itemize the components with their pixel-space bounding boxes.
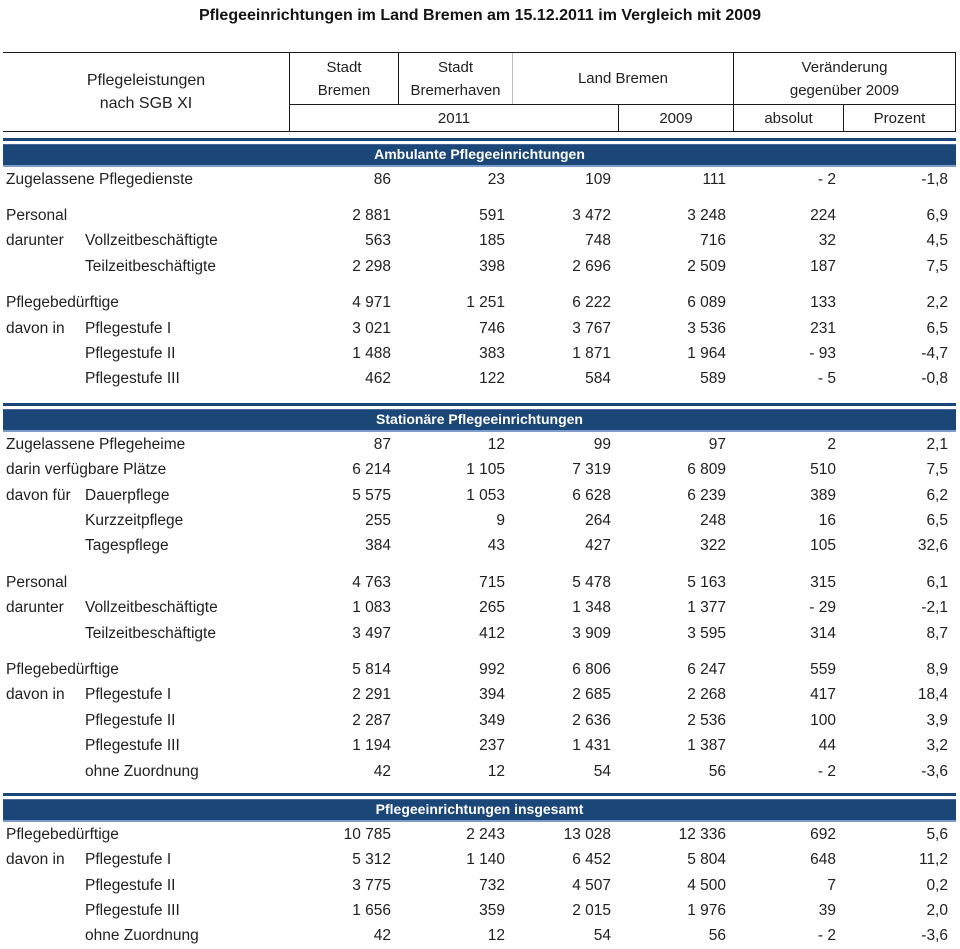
row-label-cell	[0, 851, 290, 869]
cell-value: 389	[810, 486, 836, 504]
cell-value: 394	[479, 686, 505, 704]
table-row	[0, 534, 960, 559]
header-stadt-bremen-line1: Stadt	[326, 58, 362, 76]
cell-value: 5 575	[352, 486, 391, 504]
cell-value: -4,7	[921, 345, 948, 363]
row-label: Pflegestufe I	[85, 686, 172, 704]
row-label: ohne Zuordnung	[85, 927, 199, 945]
row-label-cell	[0, 461, 290, 479]
cell-value: 1 251	[466, 294, 505, 312]
cell-value: 748	[585, 232, 611, 250]
cell-value: 3 497	[352, 624, 391, 642]
row-label-cell	[0, 877, 290, 895]
cell-value: 3 909	[572, 624, 611, 642]
cell-value: 6 806	[572, 660, 611, 678]
row-label: Pflegestufe III	[85, 737, 180, 755]
cell-value: 16	[818, 511, 836, 529]
row-label: ohne Zuordnung	[85, 762, 199, 780]
cell-value: 6 089	[687, 294, 726, 312]
row-label: Pflegestufe I	[85, 851, 172, 869]
table-row	[0, 483, 960, 508]
section-header-band: Ambulante Pflegeeinrichtungen	[3, 144, 956, 167]
cell-value: 2 015	[572, 902, 611, 920]
header-cell-stadt-bremen	[290, 53, 398, 104]
header-cell-2011	[290, 104, 618, 131]
table-row	[0, 508, 960, 533]
cell-value: 111	[702, 170, 726, 188]
table-section	[0, 403, 960, 784]
header-stadt-bremen-line2: Bremen	[317, 81, 371, 99]
cell-value: 255	[365, 511, 391, 529]
row-label: Pflegestufe II	[85, 876, 176, 894]
cell-value: 12	[487, 927, 505, 945]
cell-value: 6,1	[926, 573, 948, 591]
header-cell-pflegeleistungen	[3, 53, 290, 131]
cell-value: 349	[479, 711, 505, 729]
table-section	[0, 793, 960, 949]
cell-value: 105	[810, 537, 836, 555]
cell-value: 1 194	[352, 737, 391, 755]
header-absolut-label: absolut	[764, 109, 813, 127]
cell-value: 2,1	[926, 435, 948, 453]
row-label-cell	[0, 258, 290, 276]
row-label-cell	[0, 487, 290, 505]
cell-value: 1 387	[687, 737, 726, 755]
cell-value: 224	[810, 207, 836, 225]
cell-value: 692	[810, 825, 836, 843]
cell-value: 1 348	[572, 599, 611, 617]
cell-value: 265	[479, 599, 505, 617]
row-prefix: davon in	[6, 686, 65, 704]
cell-value: 4 507	[572, 876, 611, 894]
cell-value: - 2	[817, 927, 836, 945]
table-section	[0, 138, 960, 392]
row-prefix: darunter	[6, 232, 64, 250]
cell-value: 3,9	[926, 711, 948, 729]
cell-value: 2,0	[926, 902, 948, 920]
cell-value: 18,4	[917, 686, 948, 704]
cell-value: 86	[373, 170, 391, 188]
row-group-gap	[0, 559, 960, 570]
row-label: Pflegestufe III	[85, 370, 180, 388]
cell-value: 6 809	[687, 461, 726, 479]
cell-value: 248	[700, 511, 726, 529]
header-cell-absolut	[733, 104, 843, 131]
cell-value: -2,1	[921, 599, 948, 617]
cell-value: 412	[479, 624, 505, 642]
cell-value: 100	[810, 711, 836, 729]
cell-value: 0,2	[926, 876, 948, 894]
row-label-cell	[0, 171, 290, 189]
cell-value: 715	[479, 573, 505, 591]
cell-value: 1 964	[687, 345, 726, 363]
cell-value: - 2	[817, 762, 836, 780]
cell-value: 3 595	[687, 624, 726, 642]
row-label: Pflegestufe II	[85, 711, 176, 729]
cell-value: 746	[479, 319, 505, 337]
cell-value: 23	[487, 170, 505, 188]
row-label: Pflegestufe II	[85, 345, 176, 363]
cell-value: 54	[593, 927, 611, 945]
cell-value: 6 628	[572, 486, 611, 504]
row-label-cell	[0, 345, 290, 363]
cell-value: 1 656	[352, 902, 391, 920]
row-label-cell	[0, 294, 290, 312]
cell-value: 2 298	[352, 257, 391, 275]
row-label: Personal	[6, 207, 68, 225]
header-stadt-bremerhaven-line1: Stadt	[437, 58, 474, 76]
cell-value: 1 488	[352, 345, 391, 363]
row-label-cell	[0, 436, 290, 454]
cell-value: 383	[479, 345, 505, 363]
cell-value: 591	[479, 207, 505, 225]
cell-value: -3,6	[921, 762, 948, 780]
table-row	[0, 341, 960, 366]
row-label: Tagespflege	[85, 537, 169, 555]
row-label-cell	[0, 763, 290, 781]
row-label-cell	[0, 625, 290, 643]
row-prefix: davon in	[6, 851, 65, 869]
header-stadt-bremerhaven-line2: Bremerhaven	[410, 81, 501, 99]
cell-value: 1 431	[572, 737, 611, 755]
cell-value: 6 239	[687, 486, 726, 504]
cell-value: 589	[700, 370, 726, 388]
row-label-cell	[0, 902, 290, 920]
table-row	[0, 167, 960, 192]
header-cell-stadt-bremerhaven	[398, 53, 512, 104]
cell-value: 42	[373, 762, 391, 780]
row-group-gap	[0, 192, 960, 203]
header-prozent-label: Prozent	[873, 109, 926, 127]
table-row	[0, 683, 960, 708]
row-label-cell	[0, 512, 290, 530]
cell-value: 427	[585, 537, 611, 555]
cell-value: 417	[810, 686, 836, 704]
table-row	[0, 203, 960, 228]
cell-value: 7,5	[926, 257, 948, 275]
cell-value: 1 105	[466, 461, 505, 479]
row-group-gap	[0, 646, 960, 657]
cell-value: - 93	[809, 345, 836, 363]
cell-value: 12 336	[678, 825, 726, 843]
section-header-band: Pflegeeinrichtungen insgesamt	[3, 799, 956, 822]
row-prefix: darunter	[6, 599, 64, 617]
cell-value: 87	[373, 435, 391, 453]
cell-value: 42	[373, 927, 391, 945]
cell-value: 2 536	[687, 711, 726, 729]
cell-value: -3,6	[921, 927, 948, 945]
cell-value: 559	[810, 660, 836, 678]
cell-value: 32	[818, 232, 836, 250]
cell-value: 1 871	[572, 345, 611, 363]
cell-value: 237	[479, 737, 505, 755]
cell-value: 6 452	[572, 851, 611, 869]
row-label: Pflegebedürftige	[6, 660, 119, 678]
cell-value: 1 083	[352, 599, 391, 617]
cell-value: 231	[810, 319, 836, 337]
header-label-line2: nach SGB XI	[99, 95, 193, 112]
header-cell-land-bremen	[512, 53, 733, 104]
cell-value: 3 775	[352, 876, 391, 894]
table-row	[0, 759, 960, 784]
cell-value: 322	[700, 537, 726, 555]
row-label: Pflegebedürftige	[6, 294, 119, 312]
row-prefix: davon für	[6, 486, 71, 504]
row-label-cell	[0, 661, 290, 679]
cell-value: 9	[496, 511, 505, 529]
cell-value: 6,2	[926, 486, 948, 504]
cell-value: 6 247	[687, 660, 726, 678]
cell-value: 2	[827, 435, 836, 453]
row-label: Zugelassene Pflegedienste	[6, 170, 193, 188]
cell-value: 992	[479, 660, 505, 678]
row-label-cell	[0, 232, 290, 250]
cell-value: 4 500	[687, 876, 726, 894]
cell-value: 3 536	[687, 319, 726, 337]
row-label-cell	[0, 207, 290, 225]
cell-value: 56	[708, 927, 726, 945]
section-divider-rule	[3, 793, 956, 796]
cell-value: 133	[810, 294, 836, 312]
row-label: Pflegestufe III	[85, 902, 180, 920]
cell-value: 359	[479, 902, 505, 920]
table-header	[3, 52, 956, 132]
cell-value: 5 478	[572, 573, 611, 591]
cell-value: 4 971	[352, 294, 391, 312]
section-divider-rule	[3, 138, 956, 141]
cell-value: 3 767	[572, 319, 611, 337]
cell-value: 13 028	[563, 825, 611, 843]
cell-value: 2 636	[572, 711, 611, 729]
table-row	[0, 657, 960, 682]
cell-value: 5 804	[687, 851, 726, 869]
row-group-gap	[0, 280, 960, 291]
cell-value: 2 243	[466, 825, 505, 843]
cell-value: 2 881	[352, 207, 391, 225]
row-label-cell	[0, 599, 290, 617]
header-cell-2009	[618, 104, 733, 131]
cell-value: 4,5	[926, 232, 948, 250]
table-row	[0, 873, 960, 898]
row-label-cell	[0, 537, 290, 555]
cell-value: 264	[585, 511, 611, 529]
row-label-cell	[0, 826, 290, 844]
table-row	[0, 733, 960, 758]
row-label-cell	[0, 712, 290, 730]
cell-value: 11,2	[918, 851, 948, 869]
cell-value: 12	[487, 762, 505, 780]
cell-value: 109	[585, 170, 611, 188]
cell-value: 12	[487, 435, 505, 453]
row-label: Teilzeitbeschäftigte	[85, 257, 216, 275]
cell-value: 584	[585, 370, 611, 388]
table-row	[0, 291, 960, 316]
table-row	[0, 898, 960, 923]
table-row	[0, 229, 960, 254]
cell-value: 99	[593, 435, 611, 453]
cell-value: 1 140	[466, 851, 505, 869]
row-label-cell	[0, 737, 290, 755]
table-row	[0, 458, 960, 483]
table-row	[0, 822, 960, 847]
table-row	[0, 367, 960, 392]
header-2011-label: 2011	[437, 109, 471, 127]
cell-value: 6 222	[572, 294, 611, 312]
cell-value: 4 763	[352, 573, 391, 591]
header-veraenderung-line2: gegenüber 2009	[789, 81, 900, 99]
cell-value: 6,5	[926, 511, 948, 529]
cell-value: 1 976	[687, 902, 726, 920]
cell-value: 2 268	[687, 686, 726, 704]
cell-value: - 29	[809, 599, 836, 617]
row-label: Personal	[6, 573, 68, 591]
cell-value: -0,8	[921, 370, 948, 388]
sections-container	[0, 138, 960, 949]
row-label: Teilzeitbeschäftigte	[85, 624, 216, 642]
cell-value: 7 319	[572, 461, 611, 479]
cell-value: 44	[818, 737, 836, 755]
cell-value: 185	[479, 232, 505, 250]
cell-value: 3 021	[352, 319, 391, 337]
row-label-cell	[0, 370, 290, 388]
cell-value: 8,7	[926, 624, 948, 642]
header-2009-label: 2009	[659, 109, 693, 127]
cell-value: 732	[479, 876, 505, 894]
header-cell-prozent	[843, 104, 955, 131]
cell-value: 398	[479, 257, 505, 275]
table-row	[0, 254, 960, 279]
cell-value: 314	[810, 624, 836, 642]
cell-value: -1,8	[921, 170, 948, 188]
cell-value: 122	[479, 370, 505, 388]
table-row	[0, 570, 960, 595]
table-row	[0, 432, 960, 457]
row-label: Vollzeitbeschäftigte	[85, 599, 218, 617]
cell-value: 5,6	[926, 825, 948, 843]
cell-value: 3 472	[572, 207, 611, 225]
row-label: Zugelassene Pflegeheime	[6, 435, 186, 453]
table-row	[0, 848, 960, 873]
page-title: Pflegeeinrichtungen im Land Bremen am 15.12.2011 im Vergleich mit 2009	[198, 7, 761, 24]
cell-value: 648	[810, 851, 836, 869]
table-row	[0, 708, 960, 733]
cell-value: 6,9	[926, 207, 948, 225]
cell-value: 5 312	[352, 851, 391, 869]
section-header-band: Stationäre Pflegeeinrichtungen	[3, 409, 956, 432]
cell-value: 462	[365, 370, 391, 388]
row-label-cell	[0, 320, 290, 338]
cell-value: 315	[810, 573, 836, 591]
cell-value: 43	[487, 537, 505, 555]
cell-value: 1 377	[687, 599, 726, 617]
cell-value: 2 696	[572, 257, 611, 275]
row-label: darin verfügbare Plätze	[6, 461, 167, 479]
cell-value: 6 214	[352, 461, 391, 479]
header-veraenderung-line1: Veränderung	[801, 58, 888, 76]
cell-value: 510	[810, 461, 836, 479]
row-label-cell	[0, 574, 290, 592]
row-label: Kurzzeitpflege	[85, 511, 184, 529]
header-land-bremen-label: Land Bremen	[577, 70, 669, 87]
table-row	[0, 924, 960, 949]
cell-value: 97	[708, 435, 726, 453]
cell-value: 2,2	[926, 294, 948, 312]
table-row	[0, 316, 960, 341]
cell-value: 3 248	[687, 207, 726, 225]
row-label-cell	[0, 927, 290, 945]
cell-value: 384	[365, 537, 391, 555]
cell-value: 187	[810, 257, 836, 275]
cell-value: 7	[827, 876, 836, 894]
cell-value: 2 287	[352, 711, 391, 729]
header-label-line1: Pflegeleistungen	[86, 72, 206, 89]
cell-value: 54	[593, 762, 611, 780]
cell-value: 32,6	[917, 537, 948, 555]
cell-value: - 2	[817, 170, 836, 188]
row-label: Pflegebedürftige	[6, 825, 119, 843]
cell-value: 39	[818, 902, 836, 920]
cell-value: 6,5	[926, 319, 948, 337]
cell-value: 1 053	[466, 486, 505, 504]
cell-value: 5 814	[352, 660, 391, 678]
cell-value: 3,2	[926, 737, 948, 755]
section-divider-rule	[3, 403, 956, 406]
table-row	[0, 621, 960, 646]
cell-value: 563	[365, 232, 391, 250]
cell-value: 8,9	[926, 660, 948, 678]
header-cell-veraenderung	[733, 53, 955, 104]
cell-value: 10 785	[343, 825, 391, 843]
row-label: Vollzeitbeschäftigte	[85, 232, 218, 250]
cell-value: 2 291	[352, 686, 391, 704]
row-label: Dauerpflege	[85, 486, 170, 504]
cell-value: - 5	[817, 370, 836, 388]
cell-value: 5 163	[687, 573, 726, 591]
cell-value: 56	[708, 762, 726, 780]
row-label-cell	[0, 686, 290, 704]
cell-value: 716	[700, 232, 726, 250]
table-row	[0, 595, 960, 620]
row-label: Pflegestufe I	[85, 319, 172, 337]
cell-value: 2 685	[572, 686, 611, 704]
cell-value: 7,5	[926, 461, 948, 479]
cell-value: 2 509	[687, 257, 726, 275]
row-prefix: davon in	[6, 319, 65, 337]
